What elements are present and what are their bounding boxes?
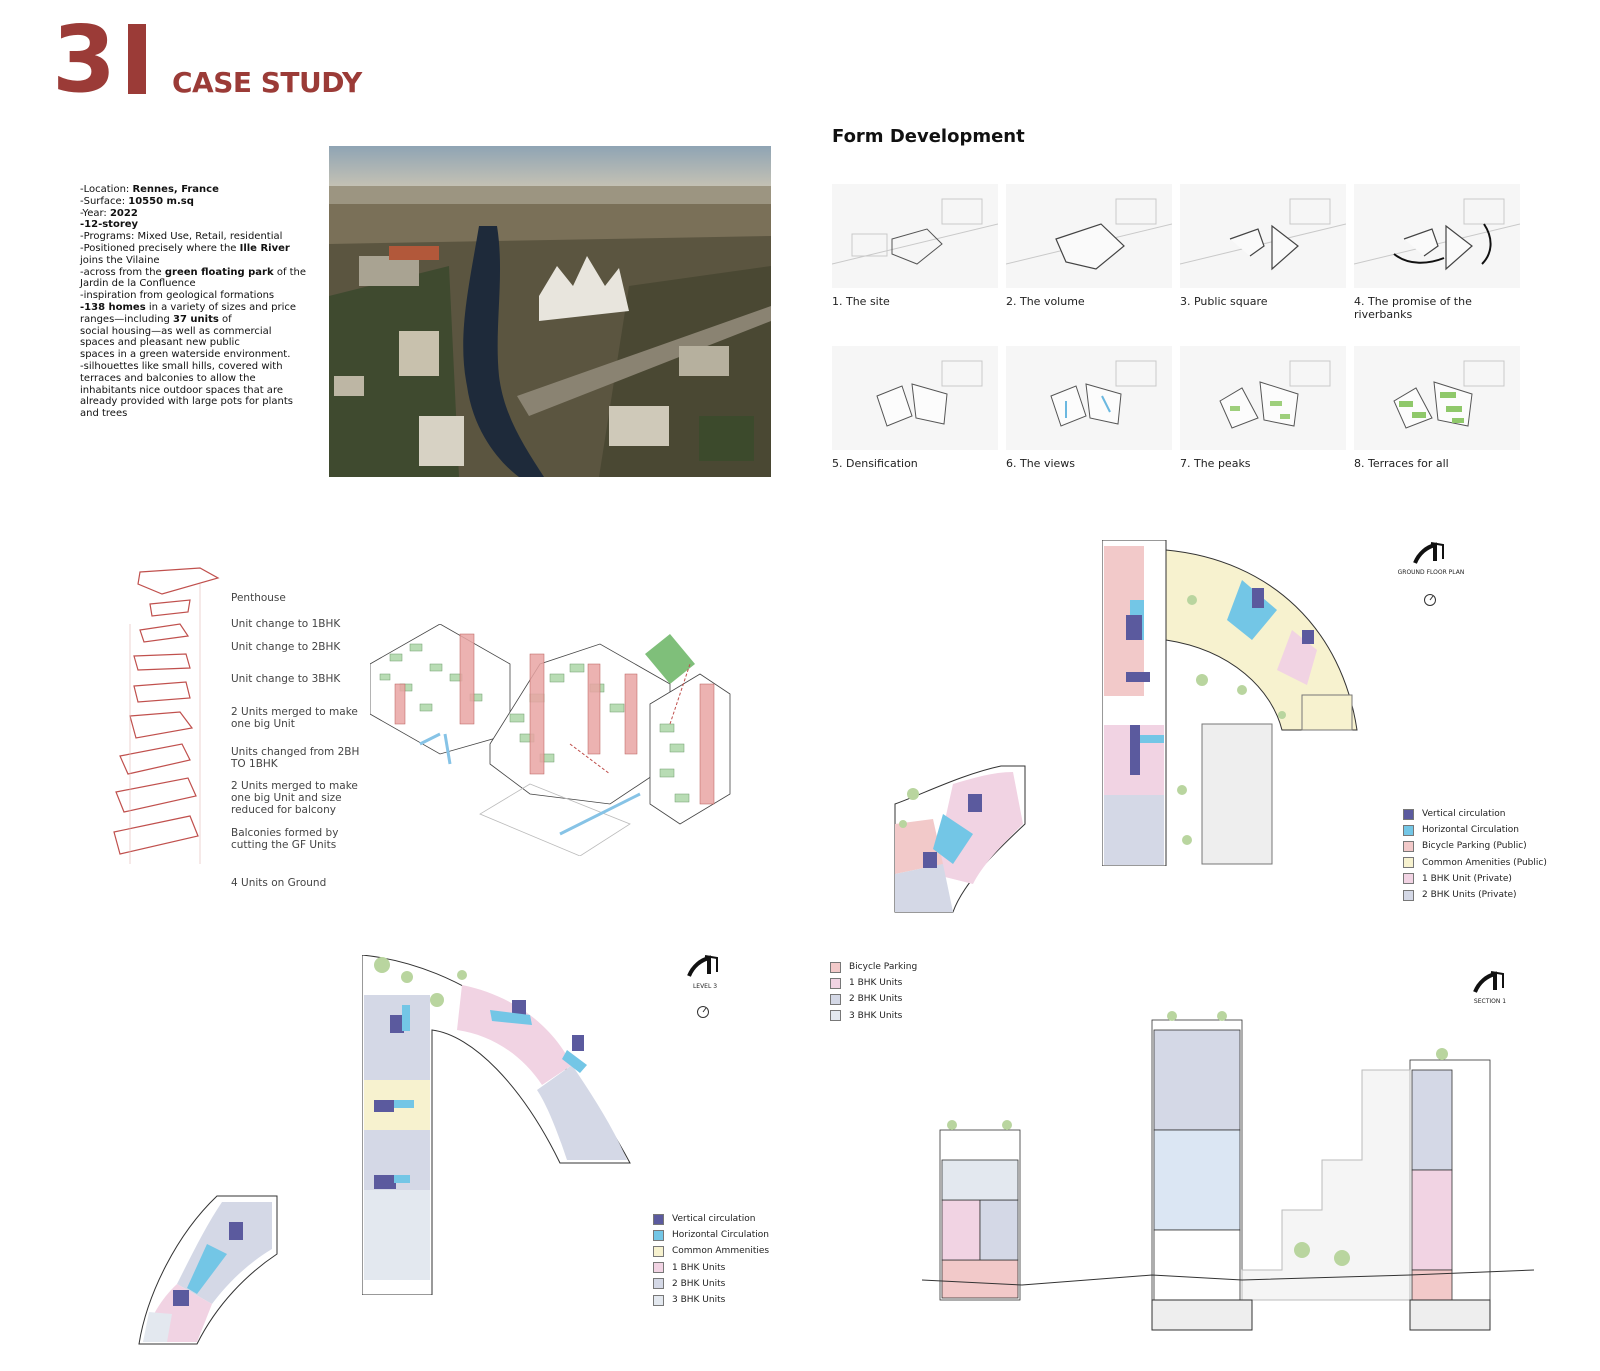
exploded-floor-stack — [110, 564, 220, 900]
legend-row: 2 BHK Units — [830, 991, 917, 1007]
stack-label: 4 Units on Ground — [231, 877, 327, 889]
form-step-caption: 5. Densification — [832, 457, 918, 470]
legend-level3 — [653, 1211, 769, 1308]
form-step-card — [1180, 346, 1346, 470]
stack-label: Penthouse — [231, 592, 286, 604]
form-step-caption: 4. The promise of the riverbanks — [1354, 295, 1472, 321]
legend-swatch — [830, 994, 841, 1005]
page-title: CASE STUDY — [172, 66, 362, 99]
building-section — [922, 1010, 1534, 1340]
legend-swatch — [1403, 825, 1414, 836]
compass-icon — [696, 1005, 710, 1019]
form-step-diagram — [832, 184, 998, 288]
form-step-caption: 7. The peaks — [1180, 457, 1251, 470]
project-info: -Location: Rennes, France -Surface: 10550 m.sq -Year: 2022 -12-storey -Programs: Mixed Use, Retail, residential -Positioned precisely where the Ille River joins the Vilaine -across from the green floating park of the Jardin de la Confluence -inspiration from geological formations -138 homes in a variety of sizes and price ranges—including 37 units of social housing—as well as commercial spaces and pleasant new public spaces in a green waterside environment. -silhouettes like small hills, covered with terraces and balconies to allow the inhabitants nice outdoor spaces that are already provided with large pots for plants and trees — [80, 184, 307, 420]
level-3-wing-plan — [137, 1194, 279, 1346]
stack-label: Balconies formed by cutting the GF Units — [231, 827, 339, 851]
form-step-caption: 3. Public square — [1180, 295, 1268, 308]
legend-swatch — [653, 1262, 664, 1273]
legend-swatch — [1403, 857, 1414, 868]
legend-swatch — [1403, 841, 1414, 852]
stack-label: 2 Units merged to make one big Unit and size reduced for balcony — [231, 780, 358, 816]
legend-ground — [1403, 806, 1547, 903]
legend-swatch — [830, 978, 841, 989]
form-step-card — [832, 184, 998, 308]
form-step-card — [1354, 346, 1520, 470]
form-step-diagram — [1180, 184, 1346, 288]
form-step-caption: 6. The views — [1006, 457, 1076, 470]
legend-section — [830, 959, 917, 1024]
legend-swatch — [1403, 809, 1414, 820]
form-step-diagram — [1006, 184, 1172, 288]
legend-row: Common Ammenities — [653, 1243, 769, 1259]
form-step-caption: 2. The volume — [1006, 295, 1085, 308]
legend-row: Common Amenities (Public) — [1403, 855, 1547, 871]
legend-swatch — [653, 1278, 664, 1289]
form-step-card — [1180, 184, 1346, 308]
form-step-diagram — [1180, 346, 1346, 450]
compass-icon — [1423, 593, 1437, 607]
form-step-diagram — [1354, 346, 1520, 450]
form-step-card — [1006, 346, 1172, 470]
massing-axonometric — [370, 624, 742, 856]
ground-floor-plan — [1102, 540, 1382, 866]
legend-row: 1 BHK Units — [830, 975, 917, 991]
legend-row: 1 BHK Units — [653, 1260, 769, 1276]
aerial-photo — [329, 146, 771, 477]
legend-swatch — [830, 962, 841, 973]
form-step-diagram — [1354, 184, 1520, 288]
stack-label: Unit change to 3BHK — [231, 673, 341, 685]
legend-swatch — [653, 1214, 664, 1225]
legend-row: 3 BHK Units — [830, 1008, 917, 1024]
stack-label: 2 Units merged to make one big Unit — [231, 706, 358, 730]
plan-label: LEVEL 3 — [692, 983, 718, 990]
legend-row: 3 BHK Units — [653, 1292, 769, 1308]
level-3-plan — [362, 955, 634, 1295]
ground-floor-wing-plan — [893, 764, 1029, 914]
legend-row: Vertical circulation — [653, 1211, 769, 1227]
form-step-caption: 1. The site — [832, 295, 890, 308]
legend-row: 2 BHK Units — [653, 1276, 769, 1292]
north-arrow-icon — [687, 954, 721, 980]
plan-label: GROUND FLOOR PLAN — [1397, 569, 1465, 576]
plan-label: SECTION 1 — [1473, 998, 1507, 1005]
legend-swatch — [830, 1010, 841, 1021]
north-arrow-icon — [1473, 970, 1507, 996]
stack-label: Unit change to 2BHK — [231, 641, 341, 653]
section-number: 3 — [52, 6, 115, 113]
legend-swatch — [653, 1295, 664, 1306]
form-step-diagram — [1006, 346, 1172, 450]
title-divider-bar — [128, 24, 146, 94]
form-step-card — [1006, 184, 1172, 308]
stack-label: Units changed from 2BH TO 1BHK — [231, 746, 360, 770]
form-step-diagram — [832, 346, 998, 450]
form-step-caption: 8. Terraces for all — [1354, 457, 1449, 470]
legend-row: 2 BHK Units (Private) — [1403, 887, 1547, 903]
form-step-card — [832, 346, 998, 470]
legend-row: 1 BHK Unit (Private) — [1403, 871, 1547, 887]
legend-row: Horizontal Circulation — [1403, 822, 1547, 838]
stack-label: Unit change to 1BHK — [231, 618, 341, 630]
form-step-card — [1354, 184, 1520, 321]
legend-swatch — [1403, 873, 1414, 884]
legend-row: Bicycle Parking — [830, 959, 917, 975]
legend-row: Bicycle Parking (Public) — [1403, 838, 1547, 854]
legend-swatch — [653, 1246, 664, 1257]
legend-swatch — [1403, 890, 1414, 901]
north-arrow-icon — [1413, 541, 1447, 567]
form-development-title: Form Development — [832, 126, 1025, 147]
legend-row: Vertical circulation — [1403, 806, 1547, 822]
legend-row: Horizontal Circulation — [653, 1227, 769, 1243]
legend-swatch — [653, 1230, 664, 1241]
